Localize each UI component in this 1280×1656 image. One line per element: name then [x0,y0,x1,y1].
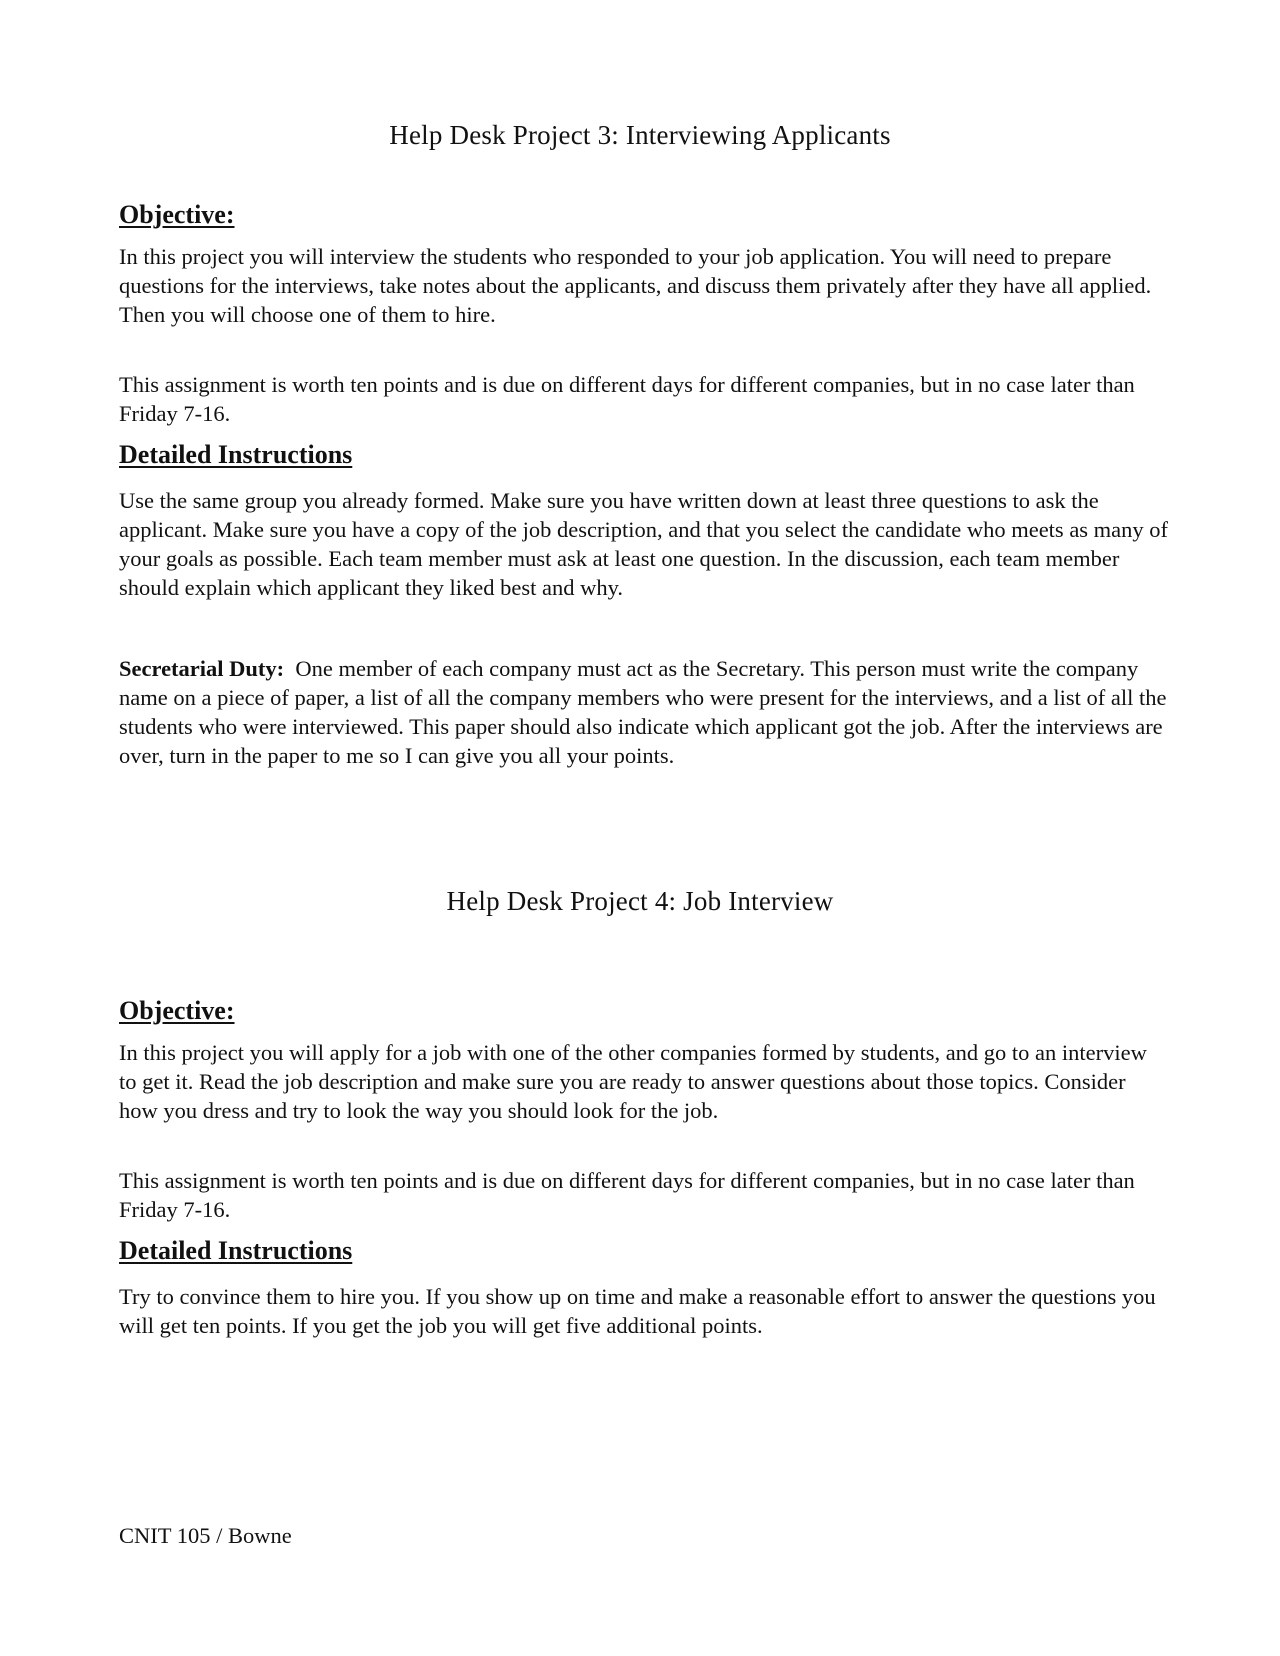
project3-objective-heading: Objective: [119,200,235,229]
project3-instructions-heading: Detailed Instructions [119,440,353,469]
project4-objective-heading: Objective: [119,996,235,1025]
project4-objective-text: In this project you will apply for a job with one of the other companies formed by students, and go to an interview to get it. Read the job description and make sure you are ready to answer questions about those topics. Consider how you dress and try to look the way you should look for the job. [119,1040,1147,1123]
project3-secretarial-paragraph [119,654,1169,770]
secretarial-duty-label: Secretarial Duty: [119,656,285,681]
project4-instructions-text: Try to convince them to hire you. If you show up on time and make a reasonable effort to answer the questions you will get ten points. If you get the job you will get five additional points. [119,1284,1156,1338]
project3-worth-text: This assignment is worth ten points and is due on different days for different companies, but in no case later than Friday 7-16. [119,372,1135,426]
project4-instructions-heading: Detailed Instructions [119,1236,353,1265]
project3-title: Help Desk Project 3: Interviewing Applicants [389,120,891,150]
project4-title: Help Desk Project 4: Job Interview [446,886,834,916]
project3-instructions-text: Use the same group you already formed. Make sure you have written down at least three questions to ask the applicant. Make sure you have a copy of the job description, and that you select the candidate who meets as many of your goals as possible. Each team member must ask at least one question. In the discussion, each team member should explain which applicant they liked best and why. [119,488,1169,600]
page-footer: CNIT 105 / Bowne [119,1523,292,1548]
project4-worth-text: This assignment is worth ten points and is due on different days for different companies, but in no case later than Friday 7-16. [119,1168,1135,1222]
project3-objective-text: In this project you will interview the students who responded to your job application. You will need to prepare questions for the interviews, take notes about the applicants, and discuss them privately after they have all applied. Then you will choose one of them to hire. [119,244,1152,327]
secretarial-duty-text: One member of each company must act as the Secretary. This person must write the company name on a piece of paper, a list of all the company members who were present for the interviews, and a list of all the students who were interviewed. This paper should also indicate which applicant got the job. After the interviews are over, turn in the paper to me so I can give you all your points. [119,656,1167,768]
